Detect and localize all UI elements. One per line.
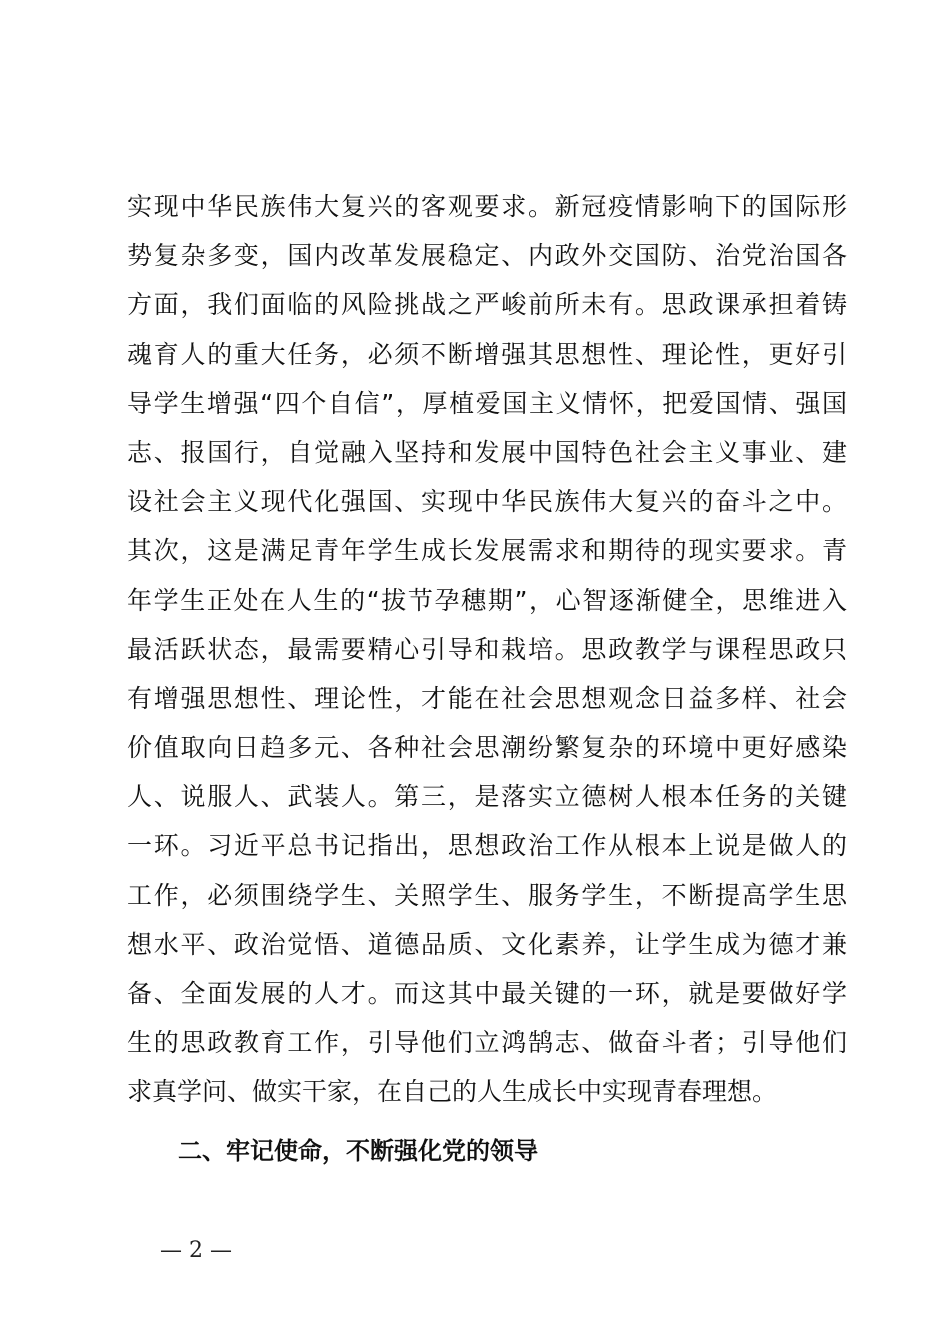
text-line: 工作，必须围绕学生、关照学生、服务学生，不断提高学生思 [127, 880, 847, 910]
text-line: 实现中华民族伟大复兴的客观要求。新冠疫情影响下的国际形 [127, 192, 847, 221]
text-line: 价值取向日趋多元、各种社会思潮纷繁复杂的环境中更好感染 [127, 733, 847, 763]
text-line: 其次，这是满足青年学生成长发展需求和期待的现实要求。青 [127, 536, 847, 566]
text-line: 想水平、政治觉悟、道德品质、文化素养，让学生成为德才兼 [127, 929, 847, 959]
text-line: 魂育人的重大任务，必须不断增强其思想性、理论性，更好引 [127, 339, 847, 369]
text-line: 志、报国行，自觉融入坚持和发展中国特色社会主义事业、建 [127, 437, 847, 467]
text-line: 人、说服人、武装人。第三，是落实立德树人根本任务的关键 [127, 782, 847, 812]
text-line: 方面，我们面临的风险挑战之严峻前所未有。思政课承担着铸 [127, 290, 847, 320]
text-line: 设社会主义现代化强国、实现中华民族伟大复兴的奋斗之中。 [127, 487, 847, 517]
text-line: 备、全面发展的人才。而这其中最关键的一环，就是要做好学 [127, 979, 847, 1008]
text-line: 年学生正处在人生的“拔节孕穗期”，心智逐渐健全，思维进入 [127, 585, 847, 615]
text-line: 求真学问、做实干家，在自己的人生成长中实现青春理想。 [127, 1077, 778, 1107]
body-text [127, 182, 847, 1117]
text-line: 最活跃状态，最需要精心引导和栽培。思政教学与课程思政只 [127, 634, 847, 664]
page-number: — 2 — [160, 1238, 232, 1263]
text-line: 导学生增强“四个自信”，厚植爱国主义情怀，把爱国情、强国 [127, 388, 847, 418]
text-line: 一环。习近平总书记指出，思想政治工作从根本上说是做人的 [127, 831, 847, 861]
text-line: 势复杂多变，国内改革发展稳定、内政外交国防、治党治国各 [127, 241, 847, 271]
section-heading: 二、牢记使命，不断强化党的领导 [178, 1137, 538, 1165]
text-line: 生的思政教育工作，引导他们立鸿鹄志、做奋斗者；引导他们 [127, 1028, 847, 1058]
text-line: 有增强思想性、理论性，才能在社会思想观念日益多样、社会 [127, 683, 847, 713]
